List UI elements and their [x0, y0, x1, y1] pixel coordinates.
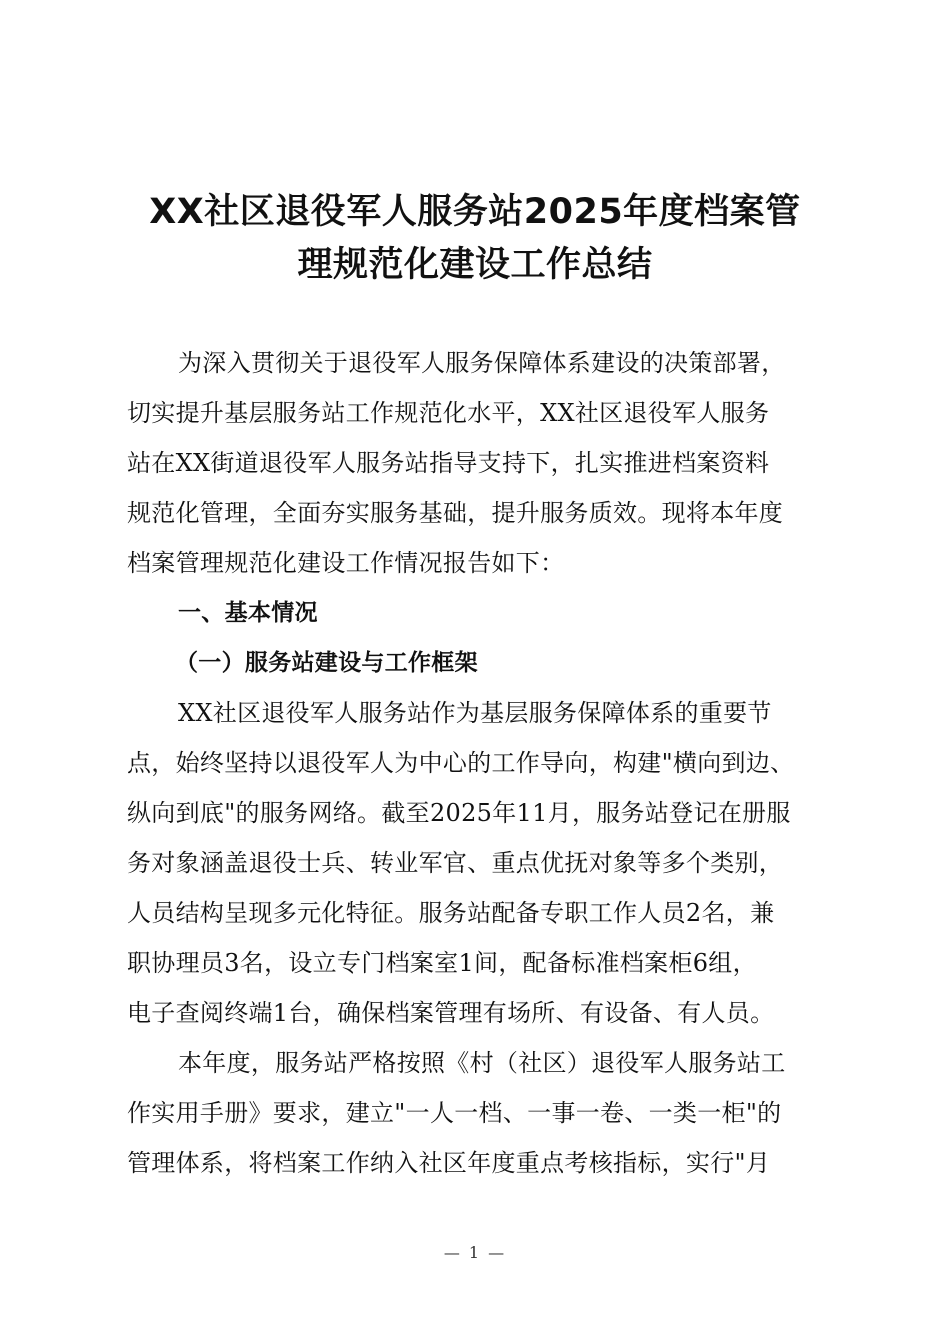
text-line: 务对象涵盖退役士兵、转业军官、重点优抚对象等多个类别， [127, 849, 784, 877]
text-line: 人员结构呈现多元化特征。服务站配备专职工作人员2名，兼 [127, 899, 775, 927]
title-line: XX社区退役军人服务站2025年度档案管 [149, 192, 801, 232]
document-title [100, 186, 850, 292]
intro-paragraph [127, 338, 827, 588]
text-line: 本年度，服务站严格按照《村（社区）退役军人服务站工 [178, 1049, 786, 1077]
text-line: 管理体系，将档案工作纳入社区年度重点考核指标，实行"月 [127, 1149, 771, 1177]
text-line: 作实用手册》要求，建立"一人一档、一事一卷、一类一柜"的 [127, 1099, 782, 1127]
text-line: XX社区退役军人服务站作为基层服务保障体系的重要节 [178, 699, 772, 727]
document-body [127, 338, 827, 1188]
text-line: 电子查阅终端1台，确保档案管理有场所、有设备、有人员。 [127, 999, 775, 1027]
body-paragraph [127, 1038, 827, 1188]
title-line: 理规范化建设工作总结 [297, 245, 653, 285]
subsection-heading: （一）服务站建设与工作框架 [175, 650, 478, 676]
text-line: 点，始终坚持以退役军人为中心的工作导向，构建"横向到边、 [127, 749, 795, 777]
page-number: — 1 — [443, 1243, 507, 1262]
text-line: 纵向到底"的服务网络。截至2025年11月，服务站登记在册服 [127, 799, 791, 827]
text-line: 职协理员3名，设立专门档案室1间，配备标准档案柜6组， [127, 949, 757, 977]
text-line: 站在XX街道退役军人服务站指导支持下，扎实推进档案资料 [127, 449, 770, 477]
text-line: 切实提升基层服务站工作规范化水平，XX社区退役军人服务 [127, 399, 770, 427]
text-line: 档案管理规范化建设工作情况报告如下： [127, 549, 565, 577]
body-paragraph [127, 688, 827, 1038]
section-heading: 一、基本情况 [178, 600, 318, 626]
text-line: 规范化管理，全面夯实服务基础，提升服务质效。现将本年度 [127, 499, 784, 527]
text-line: 为深入贯彻关于退役军人服务保障体系建设的决策部署， [178, 349, 786, 377]
